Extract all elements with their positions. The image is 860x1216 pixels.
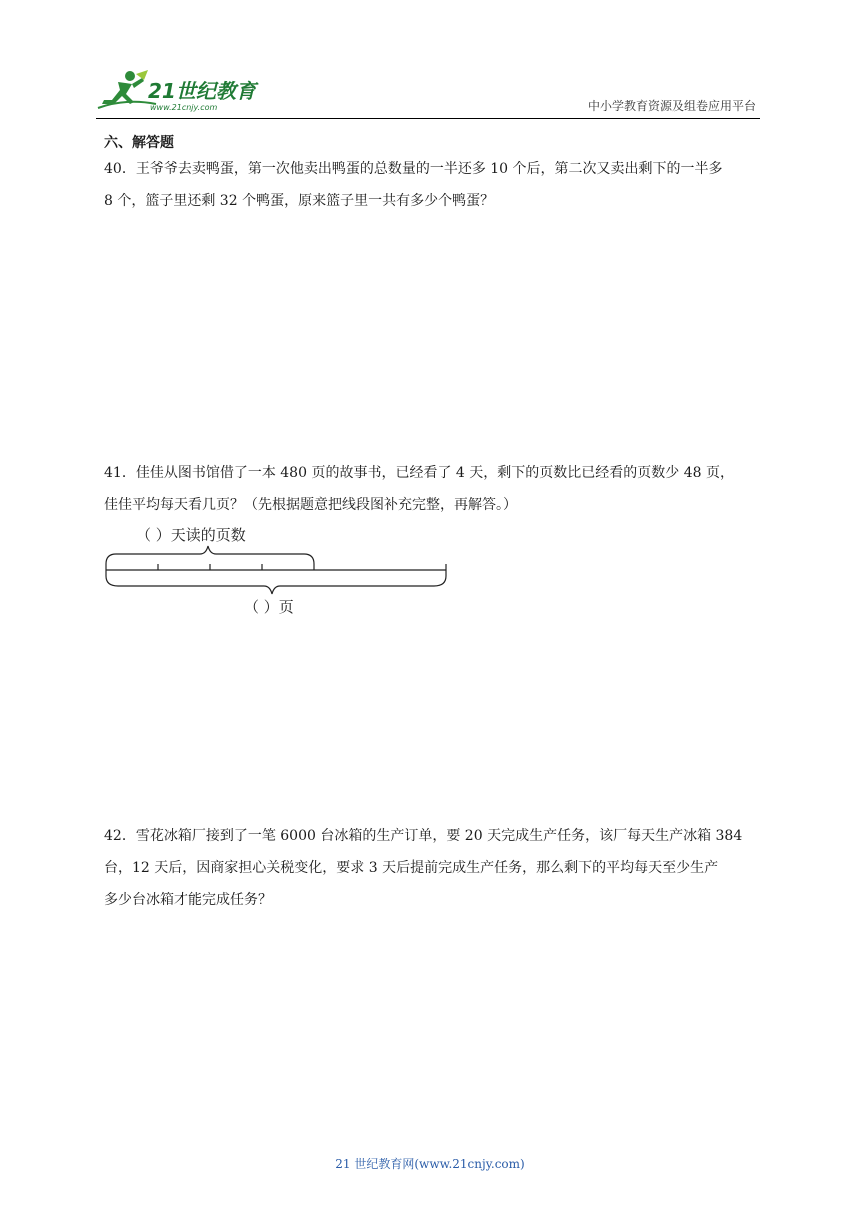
header-rule bbox=[96, 118, 760, 119]
question-number: 40． bbox=[104, 161, 136, 177]
question-number: 41． bbox=[104, 465, 136, 481]
top-brace bbox=[106, 546, 314, 564]
question-line: 8 个，篮子里还剩 32 个鸭蛋，原来篮子里一共有多少个鸭蛋？ bbox=[104, 193, 495, 209]
section-title: 六、解答题 bbox=[104, 135, 174, 151]
question-line: 42．雪花冰箱厂接到了一笔 6000 台冰箱的生产订单，要 20 天完成生产任务，该厂每天生产冰箱 384 bbox=[104, 828, 743, 844]
bottom-brace bbox=[106, 576, 446, 594]
question-line: 40．王爷爷去卖鸭蛋，第一次他卖出鸭蛋的总数量的一半还多 10 个后，第二次又卖出剩下的一半多 bbox=[104, 161, 723, 177]
page-header bbox=[0, 0, 860, 120]
logo-text: 21世纪教育 bbox=[148, 79, 256, 103]
question-line: 台，12 天后，因商家担心关税变化，要求 3 天后提前完成生产任务，那么剩下的平均每天至少生产 bbox=[104, 860, 719, 876]
logo-url: www.21cnjy.com bbox=[150, 103, 218, 112]
question-line: 多少台冰箱才能完成任务？ bbox=[104, 892, 272, 908]
question-41 bbox=[104, 457, 764, 521]
diagram-top-label: （ ）天读的页数 bbox=[136, 526, 246, 544]
logo bbox=[96, 68, 266, 116]
question-line: 41．佳佳从图书馆借了一本 480 页的故事书，已经看了 4 天，剩下的页数比已经看的页数少 48 页， bbox=[104, 465, 734, 481]
diagram-bottom-label: （ ）页 bbox=[244, 598, 294, 616]
page-footer: 21 世纪教育网(www.21cnjy.com) bbox=[335, 1157, 525, 1171]
question-42 bbox=[104, 820, 764, 916]
line-segment-diagram bbox=[96, 520, 456, 620]
platform-name: 中小学教育资源及组卷应用平台 bbox=[587, 99, 756, 113]
question-40 bbox=[104, 153, 764, 217]
question-number: 42． bbox=[104, 828, 136, 844]
question-line: 佳佳平均每天看几页？（先根据题意把线段图补充完整，再解答。） bbox=[104, 497, 517, 513]
